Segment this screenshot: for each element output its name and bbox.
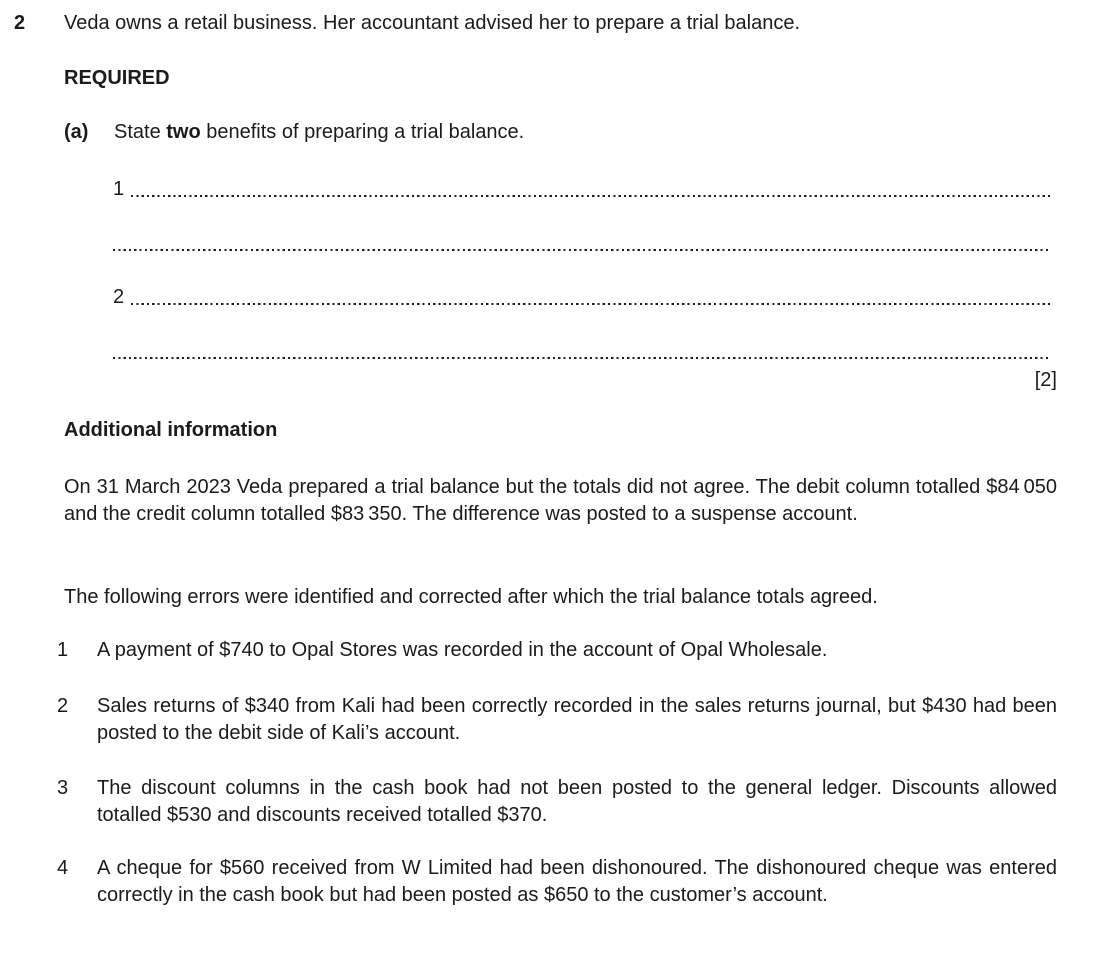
question-row xyxy=(14,10,1057,37)
part-a-prompt xyxy=(114,119,1057,146)
answer-line-2-continued xyxy=(113,338,1050,365)
info-paragraph-2: The following errors were identified and corrected after which the trial balance totals agreed. xyxy=(64,586,878,608)
dotted-line xyxy=(113,338,1050,365)
error-item-1 xyxy=(57,637,1057,664)
error-item-number: 1 xyxy=(57,639,69,661)
error-item-number: 4 xyxy=(57,857,69,879)
answer-line-1 xyxy=(113,176,1050,203)
part-a-row xyxy=(64,119,1057,146)
error-item-text: A cheque for $560 received from W Limited had been dishonoured. The dishonoured cheque was entered correctly in the cash book but had been posted as $650 to the customer’s account. xyxy=(97,857,1057,906)
error-item-2 xyxy=(57,693,1057,747)
answer-line-number: 2 xyxy=(113,286,125,308)
info-paragraph-1: On 31 March 2023 Veda prepared a trial balance but the totals did not agree. The debit column totalled $84 050 and the credit column totalled $83 350. The difference was posted to a suspense account. xyxy=(64,476,1057,525)
error-item-number: 3 xyxy=(57,777,69,799)
answer-line-number: 1 xyxy=(113,178,125,200)
answer-line-2 xyxy=(113,284,1050,311)
error-item-number: 2 xyxy=(57,695,69,717)
part-a-label: (a) xyxy=(64,121,89,143)
prompt-prefix: State xyxy=(114,121,167,143)
marks-badge: [2] xyxy=(1034,369,1057,391)
additional-info-heading: Additional information xyxy=(64,419,278,441)
dotted-line xyxy=(113,230,1050,257)
question-number: 2 xyxy=(14,12,26,34)
error-item-text: A payment of $740 to Opal Stores was recorded in the account of Opal Wholesale. xyxy=(97,639,828,661)
prompt-suffix: benefits of preparing a trial balance. xyxy=(200,121,525,143)
dotted-line xyxy=(131,176,1050,203)
prompt-bold-word: two xyxy=(166,121,201,143)
answer-line-1-continued xyxy=(113,230,1050,257)
error-item-3 xyxy=(57,775,1057,829)
error-item-text: Sales returns of $340 from Kali had been correctly recorded in the sales returns journal, but $430 had been posted to the debit side of Kali’s account. xyxy=(97,695,1057,744)
error-item-4 xyxy=(57,855,1057,909)
error-item-text: The discount columns in the cash book had not been posted to the general ledger. Discounts allowed totalled $530 and discounts received totalled $370. xyxy=(97,777,1057,826)
question-intro: Veda owns a retail business. Her accountant advised her to prepare a trial balance. xyxy=(64,12,800,34)
required-heading: REQUIRED xyxy=(64,67,170,89)
dotted-line xyxy=(131,284,1050,311)
